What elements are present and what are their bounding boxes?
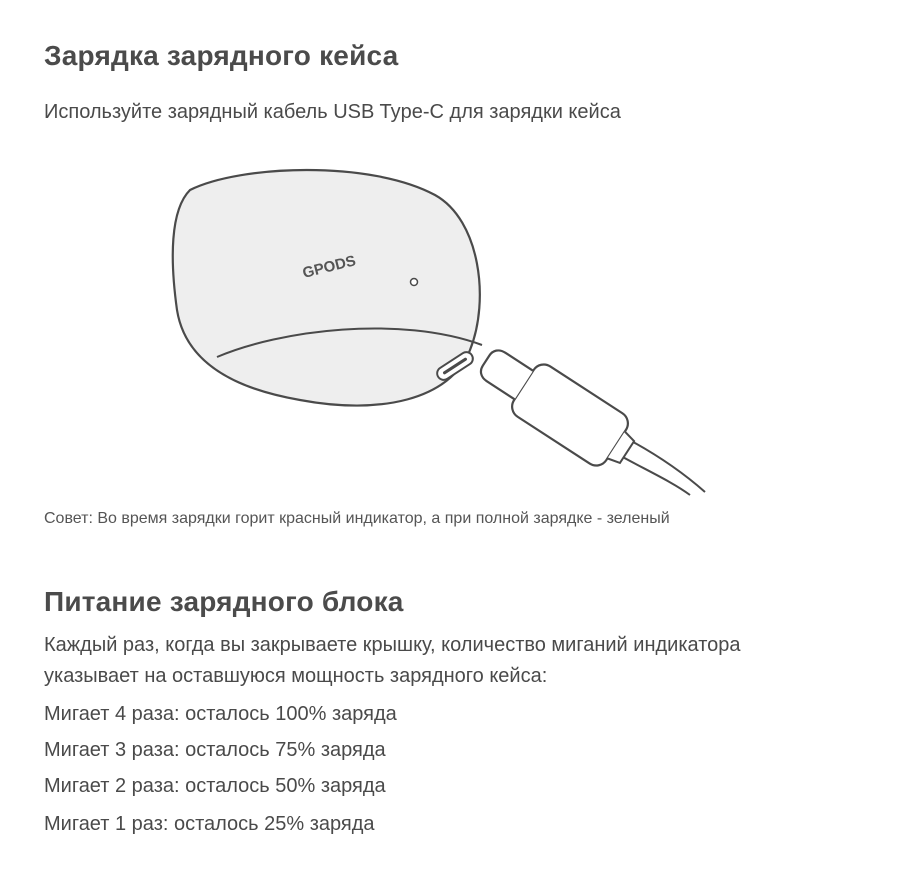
power-description-line-1: Каждый раз, когда вы закрываете крышку, количество миганий индикатора	[44, 634, 741, 656]
charging-illustration	[150, 160, 710, 500]
blink-item-1: Мигает 1 раз: осталось 25% заряда	[44, 813, 375, 835]
section-title-charging: Зарядка зарядного кейса	[44, 40, 399, 71]
charging-case-icon	[173, 170, 482, 406]
blink-item-4: Мигает 4 раза: осталось 100% заряда	[44, 703, 397, 725]
power-description-line-2: указывает на оставшуюся мощность зарядного кейса:	[44, 665, 548, 687]
section-title-power: Питание зарядного блока	[44, 586, 404, 617]
section-subtitle-charging: Используйте зарядный кабель USB Type-C для зарядки кейса	[44, 101, 621, 123]
gpods-logo-text: GPODS	[300, 252, 358, 282]
blink-item-2: Мигает 2 раза: осталось 50% заряда	[44, 775, 386, 797]
led-indicator-icon	[411, 279, 418, 286]
blink-item-3: Мигает 3 раза: осталось 75% заряда	[44, 739, 386, 761]
usb-c-cable-icon	[470, 335, 705, 495]
charging-tip: Совет: Во время зарядки горит красный индикатор, а при полной зарядке - зеленый	[44, 510, 670, 527]
